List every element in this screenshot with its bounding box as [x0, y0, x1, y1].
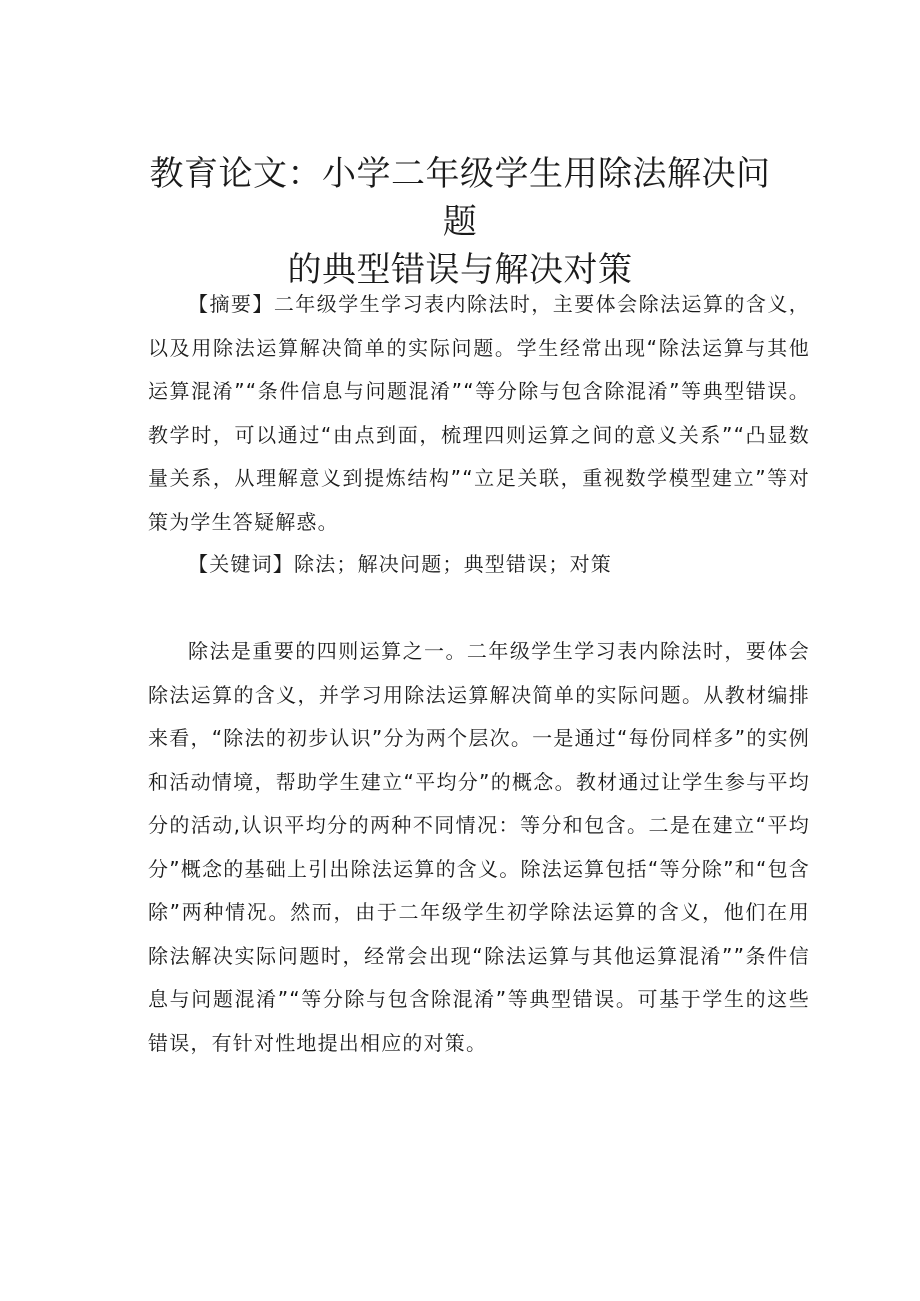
keywords-label: 【关键词】: [188, 552, 294, 576]
keywords-text: 除法；解决问题；典型错误；对策: [294, 552, 612, 576]
document-title: [140, 150, 780, 294]
keywords-paragraph: [148, 543, 810, 587]
title-line-1: 教育论文：小学二年级学生用除法解决问题: [149, 154, 771, 242]
body-paragraph: 除法是重要的四则运算之一。二年级学生学习表内除法时，要体会除法运算的含义，并学习用除法运算解决简单的实际问题。从教材编排来看，“除法的初步认识”分为两个层次。一是通过“每份同样多”的实例和活动情境，帮助学生建立“平均分”的概念。教材通过让学生参与平均分的活动,认识平均分的两种不同情况：等分和包含。二是在建立“平均分”概念的基础上引出除法运算的含义。除法运算包括“等分除”和“包含除”两种情况。然而，由于二年级学生初学除法运算的含义，他们在用除法解决实际问题时，经常会出现“除法运算与其他运算混淆””条件信息与问题混淆”“等分除与包含除混淆”等典型错误。可基于学生的这些错误，有针对性地提出相应的对策。: [148, 639, 810, 1055]
abstract-paragraph: [148, 283, 810, 544]
abstract-text: 二年级学生学习表内除法时，主要体会除法运算的含义，以及用除法运算解决简单的实际问题。学生经常出现“除法运算与其他运算混淆”“条件信息与问题混淆”“等分除与包含除混淆”等典型错误。教学时，可以通过“由点到面，梳理四则运算之间的意义关系”“凸显数量关系，从理解意义到提炼结构”“立足关联，重视数学模型建立”等对策为学生答疑解惑。: [148, 292, 810, 534]
title-line-2: 的典型错误与解决对策: [287, 250, 633, 290]
abstract-label: 【摘要】: [188, 292, 274, 316]
